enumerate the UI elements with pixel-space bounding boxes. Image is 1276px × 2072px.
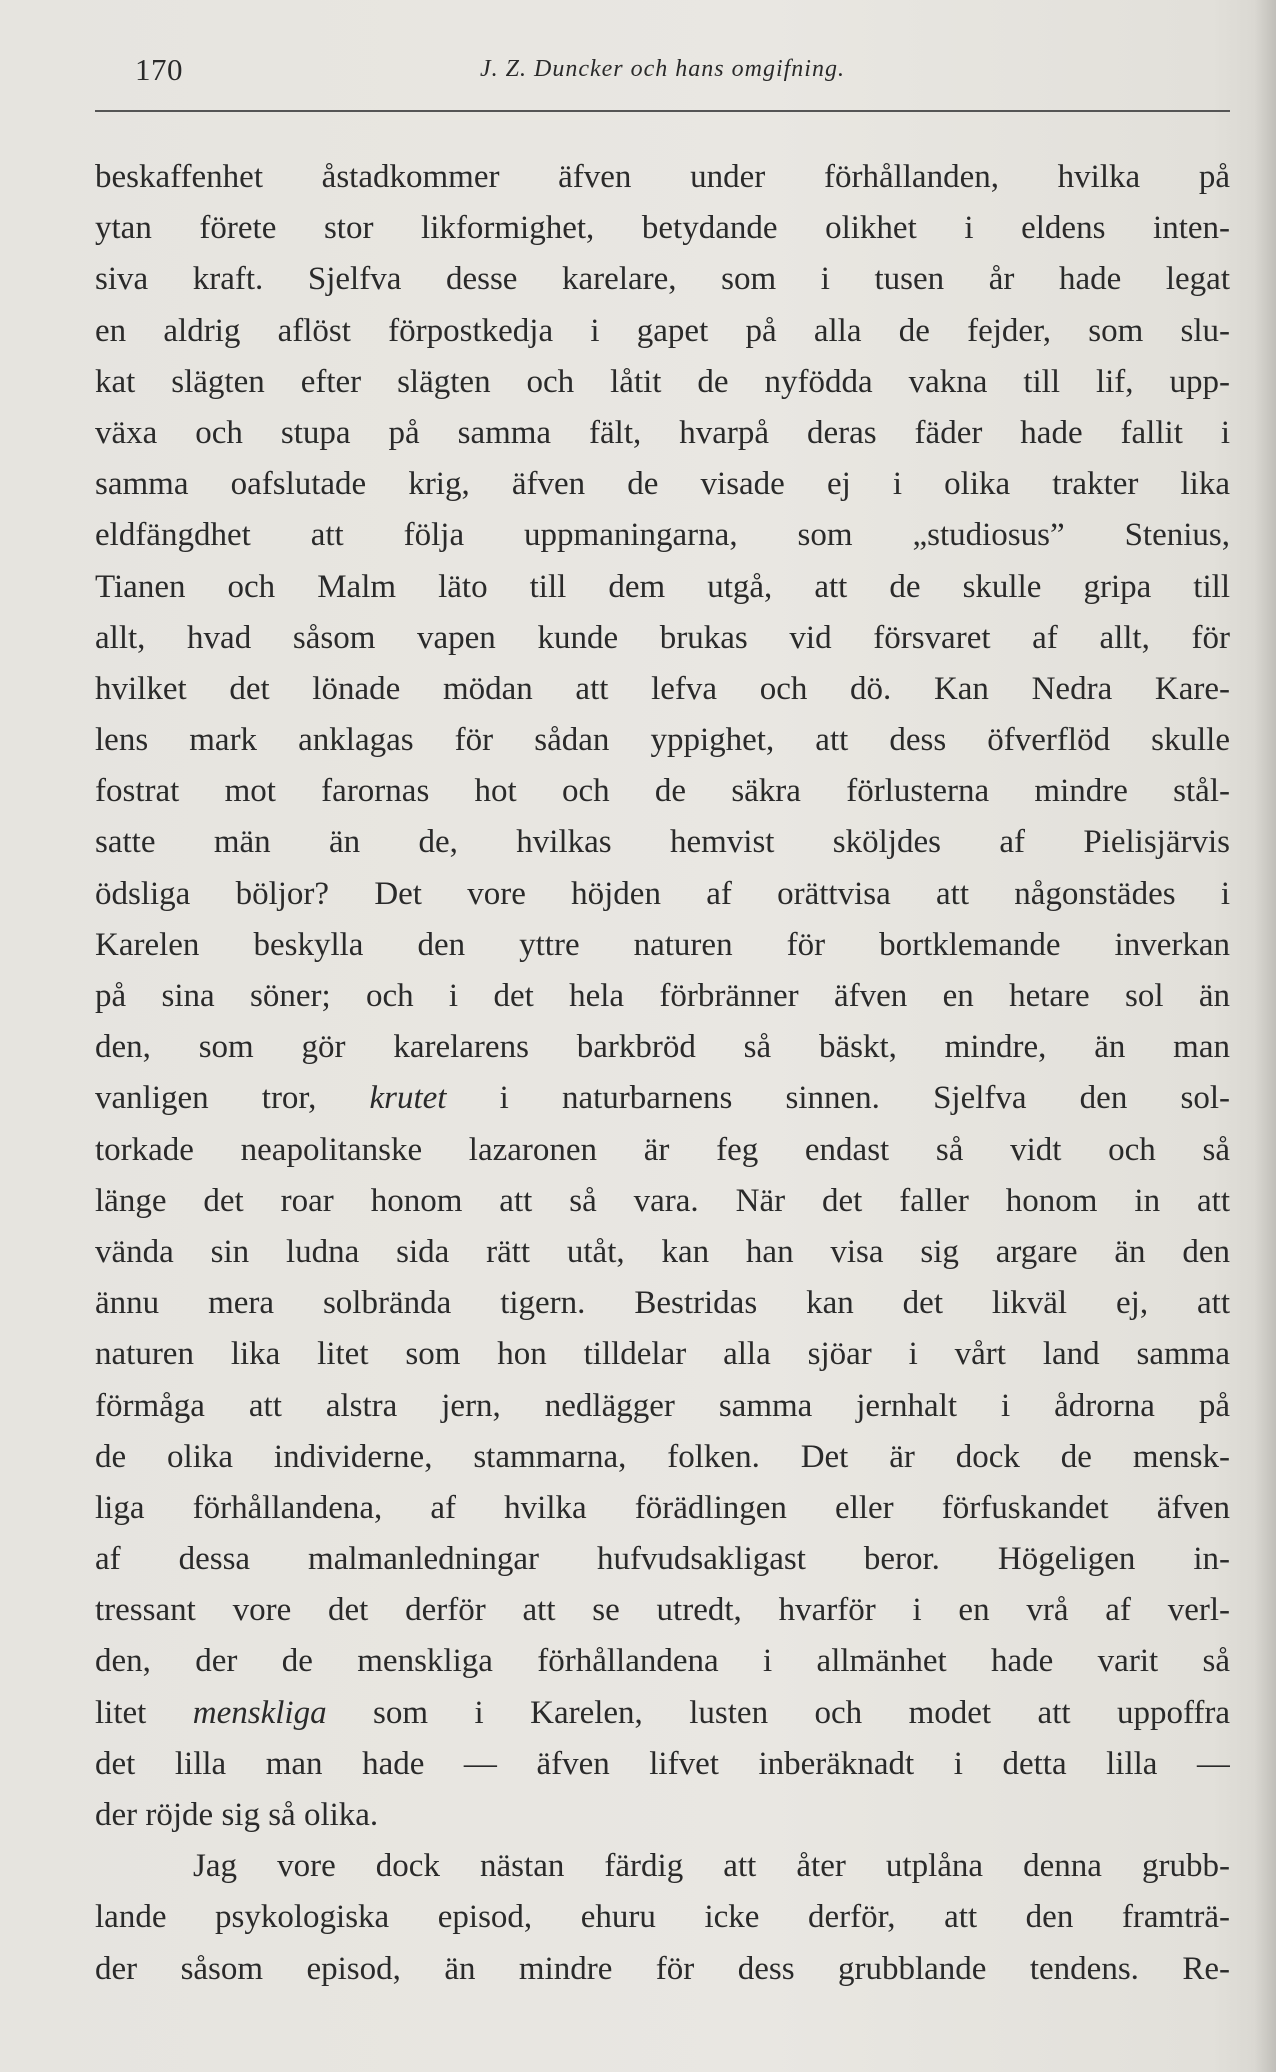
- text-line: satte män än de, hvilkas hemvist sköljdes af Pielisjärvis: [95, 824, 1230, 861]
- text-line: Karelen beskylla den yttre naturen för bortklemande inverkan: [95, 926, 1230, 963]
- text-line: på sina söner; och i det hela förbränner äfven en hetare sol än: [95, 978, 1230, 1014]
- text-segment: litet: [95, 1694, 193, 1731]
- emphasized-word: menskliga: [192, 1694, 327, 1731]
- text-segment: i naturbarnens sinnen. Sjelfva den sol-: [446, 1080, 1230, 1117]
- text-line: naturen lika litet som hon tilldelar alla sjöar i vårt land samma: [95, 1336, 1230, 1373]
- text-line: [95, 1073, 1230, 1124]
- text-line: en aldrig aflöst förpostkedja i gapet på alla de fejder, som slu-: [95, 312, 1230, 349]
- text-line: de olika individerne, stammarna, folken. Det är dock de mensk-: [95, 1438, 1230, 1475]
- text-line: den, der de menskliga förhållandena i allmänhet hade varit så: [95, 1643, 1230, 1680]
- text-line: tressant vore det derför att se utredt, hvarför i en vrå af verl-: [95, 1592, 1230, 1629]
- text-line: liga förhållandena, af hvilka förädlingen eller förfuskandet äfven: [95, 1489, 1230, 1526]
- text-line: lande psykologiska episod, ehuru icke derför, att den framträ-: [95, 1899, 1230, 1936]
- page-edge-shadow: [1254, 0, 1276, 2072]
- text-line: Jag vore dock nästan färdig att åter utplåna denna grubb-: [193, 1848, 1230, 1885]
- emphasized-word: krutet: [369, 1080, 447, 1117]
- header-rule: [95, 110, 1230, 112]
- text-line: växa och stupa på samma fält, hvarpå deras fäder hade fallit i: [95, 414, 1230, 451]
- text-line: eldfängdhet att följa uppmaningarna, som „studiosus” Stenius,: [95, 517, 1230, 554]
- text-line: den, som gör karelarens barkbröd så bäskt, mindre, än man: [95, 1029, 1230, 1066]
- text-line: kat slägten efter slägten och låtit de nyfödda vakna till lif, upp-: [95, 363, 1230, 400]
- body-text: [95, 152, 1230, 1995]
- text-line: ödsliga böljor? Det vore höjden af orättvisa att någonstädes i: [95, 875, 1230, 912]
- text-line: der såsom episod, än mindre för dess grubblande tendens. Re-: [95, 1950, 1230, 1987]
- text-line: Tianen och Malm läto till dem utgå, att de skulle gripa till: [95, 568, 1230, 605]
- page-header: [95, 48, 1230, 94]
- text-line: af dessa malmanledningar hufvudsakligast beror. Högeligen in-: [95, 1541, 1230, 1578]
- text-segment: som i Karelen, lusten och modet att uppoffra: [326, 1694, 1230, 1731]
- text-line: siva kraft. Sjelfva desse karelare, som i tusen år hade legat: [95, 261, 1230, 298]
- text-line: länge det roar honom att så vara. När det faller honom in att: [95, 1182, 1230, 1219]
- text-line: förmåga att alstra jern, nedlägger samma jernhalt i ådrorna på: [95, 1387, 1230, 1424]
- text-line: der röjde sig så olika.: [95, 1797, 379, 1833]
- text-line: ytan förete stor likformighet, betydande olikhet i eldens inten-: [95, 210, 1230, 247]
- text-line: fostrat mot farornas hot och de säkra förlusterna mindre stål-: [95, 773, 1230, 810]
- page-number: 170: [135, 52, 183, 87]
- text-line: hvilket det lönade mödan att lefva och dö. Kan Nedra Kare-: [95, 670, 1230, 707]
- text-line: beskaffenhet åstadkommer äfven under förhållanden, hvilka på: [95, 159, 1230, 195]
- text-line: ännu mera solbrända tigern. Bestridas kan det likväl ej, att: [95, 1285, 1230, 1322]
- text-line: torkade neapolitanske lazaronen är feg endast så vidt och så: [95, 1131, 1230, 1168]
- text-line: det lilla man hade — äfven lifvet inberäknadt i detta lilla —: [95, 1745, 1230, 1782]
- text-line: samma oafslutade krig, äfven de visade ej i olika trakter lika: [95, 466, 1230, 503]
- text-line: vända sin ludna sida rätt utåt, kan han visa sig argare än den: [95, 1233, 1230, 1270]
- text-line: [95, 1688, 1230, 1739]
- running-title: J. Z. Duncker och hans omgifning.: [480, 56, 845, 82]
- text-segment: vanligen tror,: [95, 1080, 370, 1117]
- text-line: allt, hvad såsom vapen kunde brukas vid försvaret af allt, för: [95, 619, 1230, 656]
- text-line: lens mark anklagas för sådan yppighet, att dess öfverflöd skulle: [95, 722, 1230, 759]
